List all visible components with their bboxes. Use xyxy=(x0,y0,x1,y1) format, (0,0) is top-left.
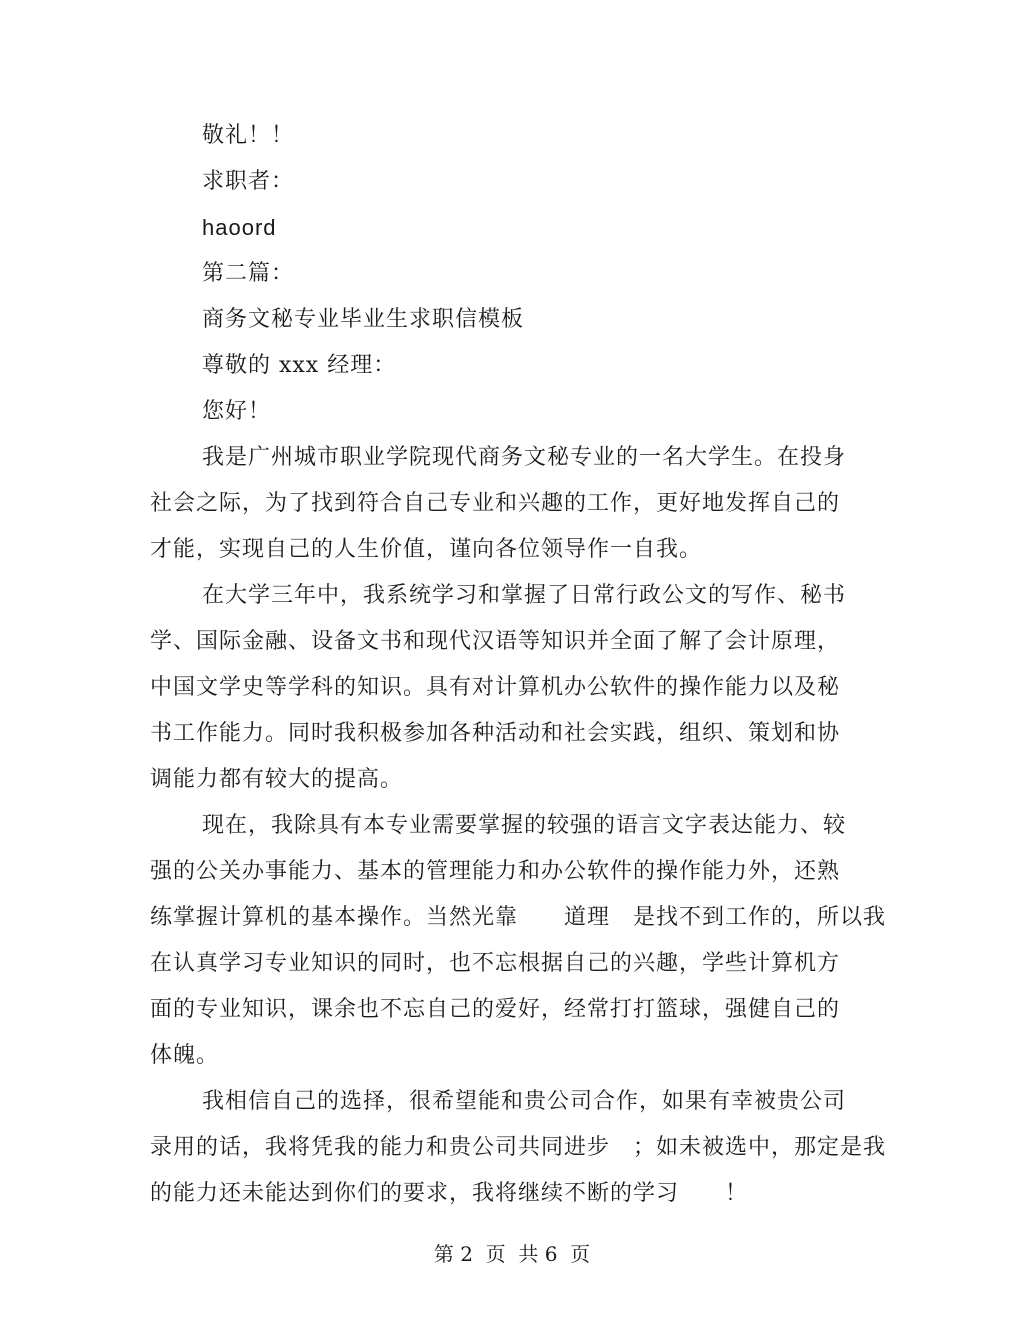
text-line: 求职者： xyxy=(202,169,295,194)
text-line: 现在，我除具有本专业需要掌握的较强的语言文字表达能力、较 xyxy=(202,813,847,838)
text-line: 中国文学史等学科的知识。具有对计算机办公软件的操作能力以及秘 xyxy=(150,675,841,700)
text-line: 书工作能力。同时我积极参加各种活动和社会实践，组织、策划和协 xyxy=(150,721,841,746)
text-line: 我是广州城市职业学院现代商务文秘专业的一名大学生。在投身 xyxy=(202,445,847,470)
text-line: 调能力都有较大的提高。 xyxy=(150,767,404,792)
text-line: 学、国际金融、设备文书和现代汉语等知识并全面了解了会计原理， xyxy=(150,629,841,654)
text-line: 的能力还未能达到你们的要求，我将继续不断的学习 ！ xyxy=(150,1181,749,1206)
text-line: 面的专业知识，课余也不忘自己的爱好，经常打打篮球，强健自己的 xyxy=(150,997,841,1022)
text-line: 才能，实现自己的人生价值，谨向各位领导作一自我。 xyxy=(150,537,703,562)
text-line: 第二篇： xyxy=(202,261,295,286)
text-line: 在大学三年中，我系统学习和掌握了日常行政公文的写作、秘书 xyxy=(202,583,847,608)
text-line: 练掌握计算机的基本操作。当然光靠 道理 是找不到工作的，所以我 xyxy=(150,905,887,930)
page-footer: 第 2 页 共 6 页 xyxy=(433,1242,591,1266)
text-line: haoord xyxy=(202,215,277,240)
text-line: 敬礼！！ xyxy=(202,123,295,148)
text-line: 社会之际，为了找到符合自己专业和兴趣的工作，更好地发挥自己的 xyxy=(150,491,841,516)
text-line: 体魄。 xyxy=(150,1043,220,1068)
greeting: 您好！ xyxy=(202,399,272,424)
text-line: 我相信自己的选择，很希望能和贵公司合作，如果有幸被贵公司 xyxy=(202,1089,847,1114)
text-line: 强的公关办事能力、基本的管理能力和办公软件的操作能力外，还熟 xyxy=(150,859,841,884)
text-line: 在认真学习专业知识的同时，也不忘根据自己的兴趣，学些计算机方 xyxy=(150,951,841,976)
text-line: 录用的话，我将凭我的能力和贵公司共同进步 ；如未被选中，那定是我 xyxy=(150,1135,887,1160)
section-title: 商务文秘专业毕业生求职信模板 xyxy=(202,307,525,332)
salutation: 尊敬的 xxx 经理： xyxy=(202,353,397,378)
